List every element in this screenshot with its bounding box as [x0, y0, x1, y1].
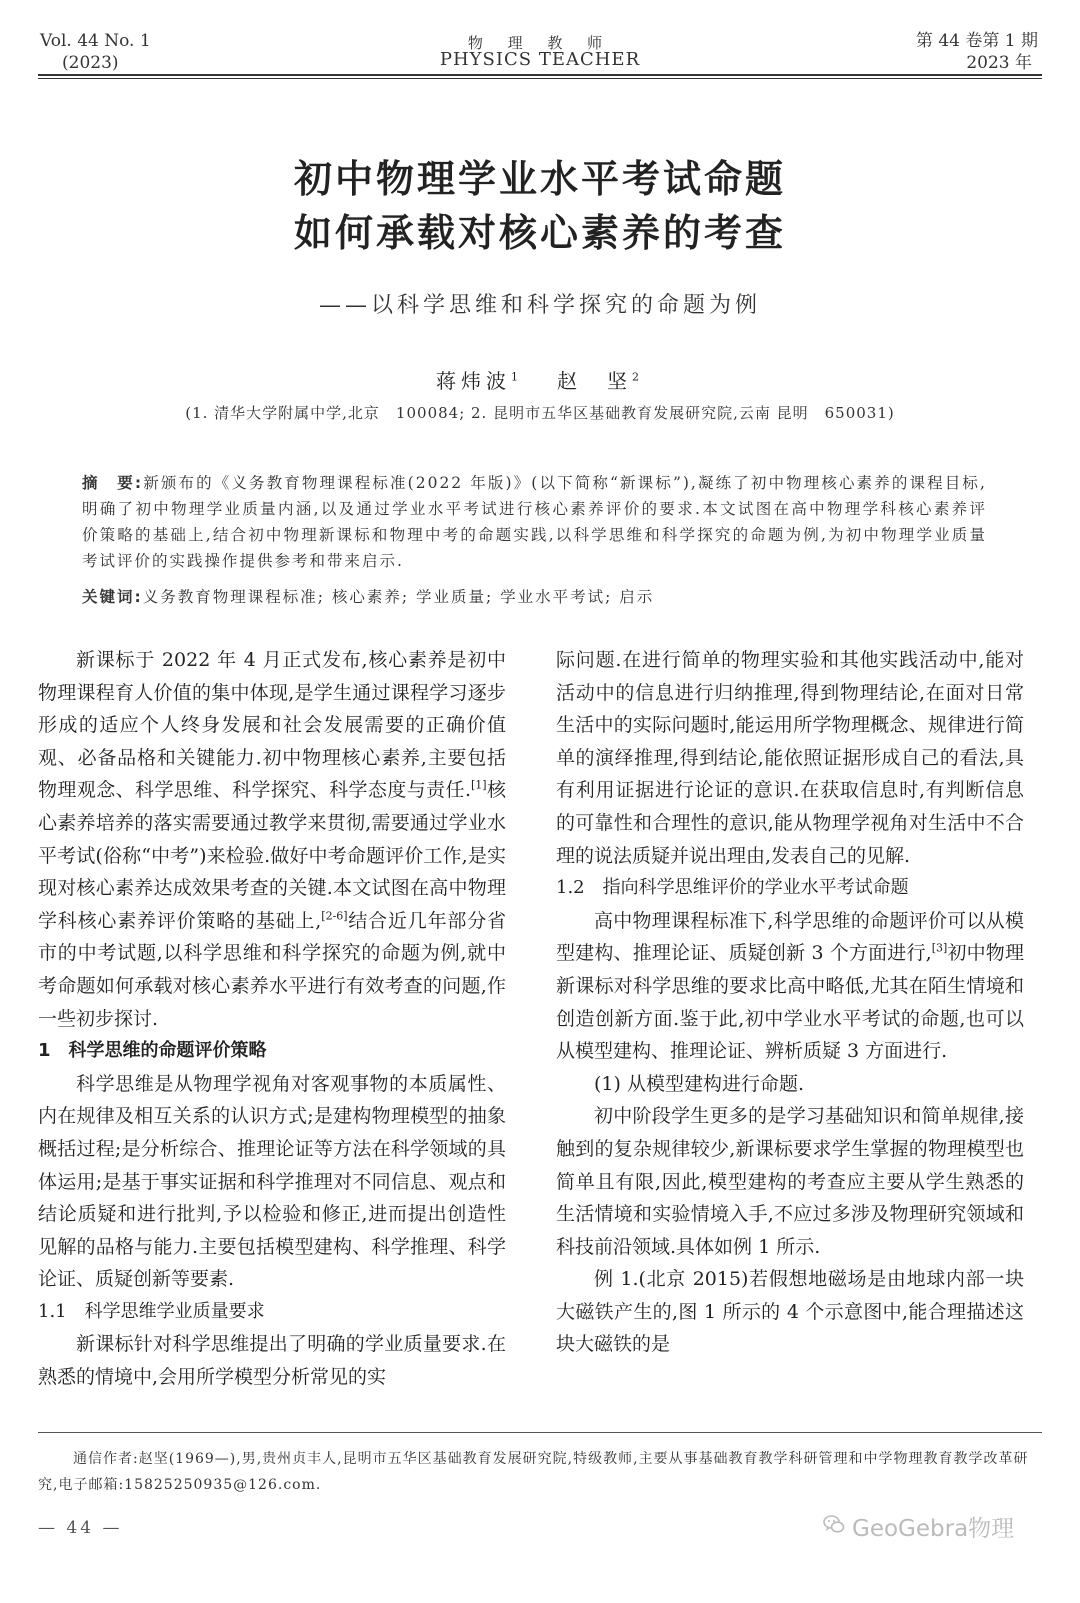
author-1: 蒋炜波	[436, 369, 511, 393]
title-line-2: 如何承载对核心素养的考查	[293, 211, 786, 255]
header-rule	[38, 74, 1042, 76]
citation-2-6: [2-6]	[321, 909, 348, 923]
affiliations: (1. 清华大学附属中学,北京 100084; 2. 昆明市五华区基础教育发展研究院,云南 昆明 650031)	[185, 404, 895, 422]
header-rule-thin	[38, 78, 1042, 79]
watermark: GeoGebra物理	[852, 1516, 1015, 1542]
header-volume-en: Vol. 44 No. 1	[40, 31, 151, 51]
example-1: 例 1.(北京 2015)若假想地磁场是由地球内部一块大磁铁产生的,图 1 所示的 4 个示意图中,能合理描述这块大磁铁的是	[556, 1268, 1024, 1356]
footnote-rule	[38, 1432, 1042, 1433]
abstract-label: 摘 要:	[82, 474, 144, 492]
wechat-icon	[822, 1512, 846, 1536]
title-line-1: 初中物理学业水平考试命题	[293, 157, 786, 201]
body-right-column	[556, 644, 1024, 1361]
header-journal-cn: 物 理 教 师	[467, 34, 613, 52]
keywords-label: 关键词:	[82, 588, 143, 606]
citation-1: [1]	[470, 779, 487, 793]
citation-3: [3]	[931, 942, 948, 956]
intro-text-c: 结合近几年部分省市的中考试题,以科学思维和科学探究的命题为例,就中考命题如何承载对核心素养水平进行有效考查的问题,作一些初步探讨.	[38, 909, 506, 1030]
section-1-paragraph: 科学思维是从物理学视角对客观事物的本质属性、内在规律及相互关系的认识方式;是建构物理模型的抽象概括过程;是分析综合、推理论证等方法在科学领域的具体运用;是基于事实证据和科学推理对不同信息、观点和结论质疑和进行批判,予以检验和修正,进而提出创造性见解的品格与能力.主要包括模型建构、科学推理、科学论证、质疑创新等要素.	[38, 1072, 506, 1291]
abstract-text: 新颁布的《义务教育物理课程标准(2022 年版)》(以下简称“新课标”),凝练了初中物理核心素养的课程目标,明确了初中物理学业质量内涵,以及通过学业水平考试进行核心素养评价的要求.本文试图在高中物理学科核心素养评价策略的基础上,结合初中物理新课标和物理中考的命题实践,以科学思维和科学探究的命题为例,为初中物理学业质量考试评价的实践操作提供参考和带来启示.	[82, 474, 987, 570]
subtitle: ——以科学思维和科学探究的命题为例	[318, 293, 761, 318]
abstract	[82, 470, 987, 574]
author-2-affiliation-mark: 2	[632, 370, 644, 384]
header-journal-en: PHYSICS TEACHER	[439, 49, 641, 70]
header-year-cn: 2023 年	[966, 53, 1032, 73]
section-1-heading: 1 科学思维的命题评价策略	[38, 1040, 267, 1062]
page-number: — 44 —	[38, 1518, 123, 1538]
section-1-1-paragraph: 新课标针对科学思维提出了明确的学业质量要求.在熟悉的情境中,会用所学模型分析常见的实	[38, 1333, 506, 1389]
modeling-paragraph: 初中阶段学生更多的是学习基础知识和简单规律,接触到的复杂规律较少,新课标要求学生掌握的物理模型也简单且有限,因此,模型建构的考查应主要从学生熟悉的生活情境和实验情境入手,不应过多涉及物理研究领域和科技前沿领域.具体如例 1 所示.	[556, 1105, 1024, 1258]
body-left-column	[38, 644, 506, 1394]
author-list	[0, 365, 1080, 394]
header-volume-cn: 第 44 卷第 1 期	[915, 31, 1038, 51]
keywords-text: 义务教育物理课程标准; 核心素养; 学业质量; 学业水平考试; 启示	[142, 588, 655, 606]
section-1-2-text-a: 高中物理课程标准下,科学思维的命题评价可以从模型建构、推理论证、质疑创新 3 个方面进行,	[556, 909, 1024, 965]
footnote: 通信作者:赵坚(1969—),男,贵州贞丰人,昆明市五华区基础教育发展研究院,特级教师,主要从事基础教育教学科研管理和中学物理教育教学改革研究,电子邮箱:15825250935@126.com.	[38, 1451, 1029, 1493]
intro-paragraph	[38, 644, 506, 1035]
section-1-2-heading: 1.2 指向科学思维评价的学业水平考试命题	[556, 877, 909, 899]
keywords	[82, 584, 987, 610]
header-year-en: (2023)	[62, 53, 119, 73]
section-1-1-heading: 1.1 科学思维学业质量要求	[38, 1300, 265, 1322]
intro-text-b: 核心素养培养的落实需要通过教学来贯彻,需要通过学业水平考试(俗称“中考”)来检验.做好中考命题评价工作,是实现对核心素养达成效果考查的关键.本文试图在高中物理学科核心素养评价策略的基础上,	[38, 779, 506, 932]
section-1-1-paragraph-continued: 际问题.在进行简单的物理实验和其他实践活动中,能对活动中的信息进行归纳推理,得到物理结论,在面对日常生活中的实际问题时,能运用所学物理概念、规律进行简单的演绎推理,得到结论,能依照证据形成自己的看法,具有利用证据进行论证的意识.在获取信息时,有判断信息的可靠性和合理性的意识,能从物理学视角对生活中不合理的说法质疑并说出理由,发表自己的见解.	[556, 649, 1024, 867]
author-1-affiliation-mark: 1	[511, 370, 523, 384]
author-2: 赵 坚	[557, 369, 632, 393]
item-1-heading: (1) 从模型建构进行命题.	[594, 1072, 804, 1095]
section-1-2-paragraph	[556, 905, 1024, 1068]
section-1-2-text-b: 初中物理新课标对科学思维的要求比高中略低,尤其在陌生情境和创造创新方面.鉴于此,初中学业水平考试的命题,也可以从模型建构、推理论证、辨析质疑 3 方面进行.	[556, 942, 1024, 1063]
intro-text-a: 新课标于 2022 年 4 月正式发布,核心素养是初中物理课程育人价值的集中体现,是学生通过课程学习逐步形成的适应个人终身发展和社会发展需要的正确价值观、必备品格和关键能力.初中物理核心素养,主要包括物理观念、科学思维、科学探究、科学态度与责任.	[38, 649, 506, 802]
